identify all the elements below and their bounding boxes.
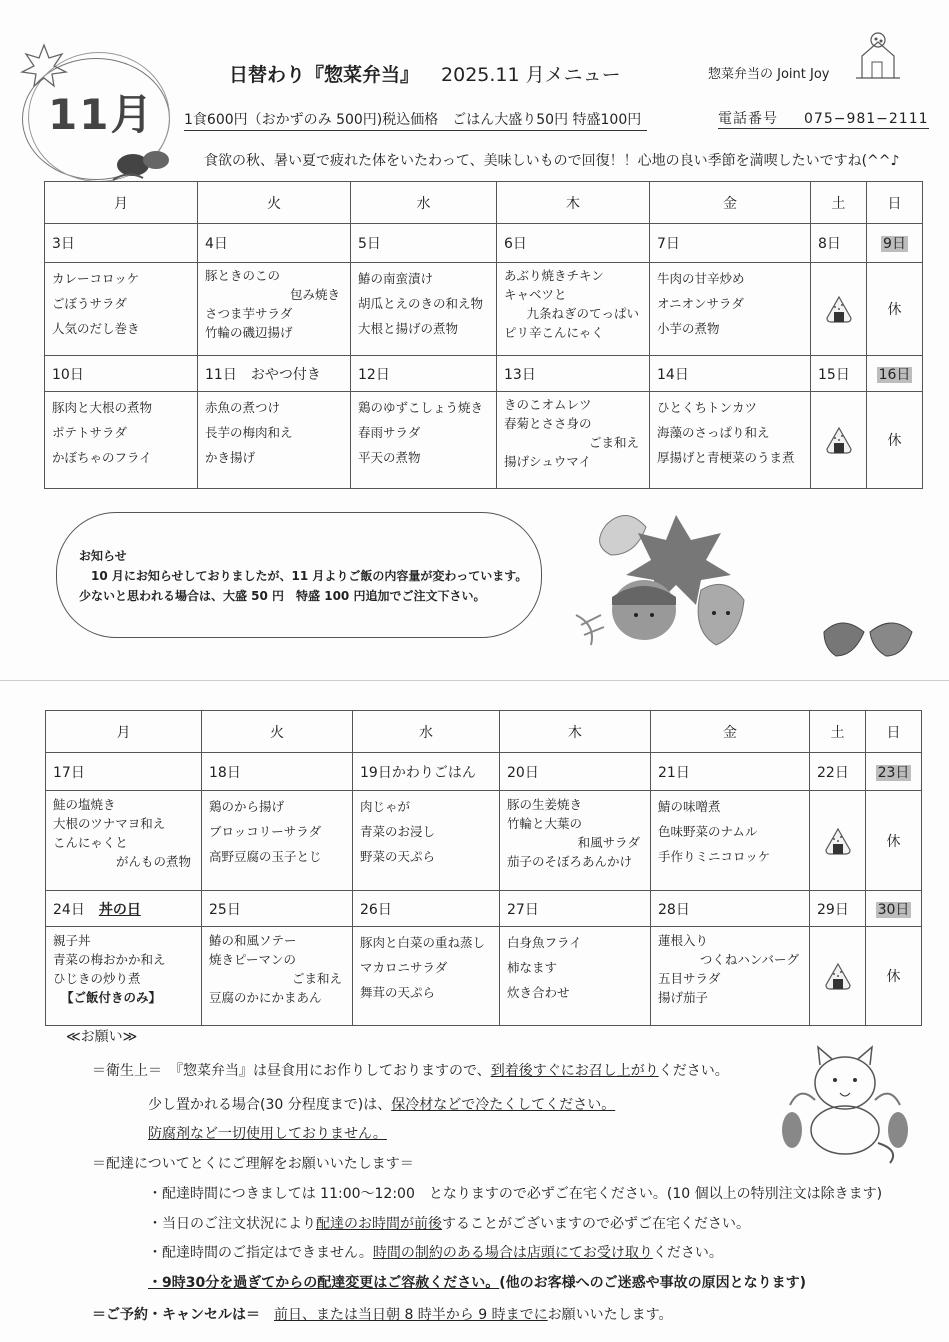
delivery-change-note: ・9時30分を過ぎてからの配達変更はご容赦ください。 [148,1275,500,1291]
weekday-mon: 月 [46,711,202,753]
menu-cell [202,791,353,891]
menu-item: 人気のだし巻き [52,321,140,336]
saturday-cell [811,263,867,356]
menu-item: 海藻のさっぱり和え [657,425,770,440]
weekday-mon: 月 [45,182,198,224]
date-cell: 19日かわりごはん [353,753,500,791]
menu-item: 鶏のゆずこしょう焼き [358,400,484,415]
year-month: 2025.11 月メニュー [441,64,621,86]
date-cell: 4日 [198,224,351,263]
greeting: 食欲の秋、暑い夏で疲れた体をいたわって、美味しいもので回復！！心地の良い季節を満喫したいですね(^^♪ [204,153,900,169]
weekday-wed: 水 [353,711,500,753]
weekday-thu: 木 [500,711,651,753]
menu-item: かき揚げ [205,450,256,465]
date-text: 24日 [53,901,85,918]
delivery-line-1: ・配達時間につきましては 11:00〜12:00 となりますので必ずご在宅ください。(10 個以上の特別注文は除きます) [148,1186,883,1202]
week1-date-row [45,224,923,263]
menu-cell [497,263,650,356]
menu-cell [202,927,353,1026]
menu-item: 竹輪と大葉の [507,816,583,831]
date-cell: 18日 [202,753,353,791]
menu-cell [45,263,198,356]
cancel-time: 前日、または当日朝 8 時半から 9 時までに [274,1307,548,1323]
menu-item: マカロニサラダ [360,960,448,975]
weekday-sun: 日 [866,711,922,753]
menu-cell [46,927,202,1026]
menu-item: 平天の煮物 [358,450,421,465]
menu-item: 揚げ茄子 [658,990,709,1005]
menu-item: 包み焼き [289,287,340,302]
ladybug-house-icon [848,30,908,82]
date-cell-sunday [866,753,922,791]
weekday-fri: 金 [651,711,810,753]
phone-line [718,108,929,129]
cancel-label: ＝ご予約・キャンセルは＝ [92,1307,260,1323]
hygiene-line-3: 防腐剤など一切使用しておりません。 [148,1126,387,1142]
menu-item: オニオンサラダ [657,296,744,311]
autumn-leaves-illustration [566,505,776,655]
weekday-sat: 土 [811,182,867,224]
menu-item: 色味野菜のナムル [658,824,758,839]
menu-item: ごぼうサラダ [52,296,127,311]
menu-item: 春菊とささ身の [504,416,592,431]
date-cell: 14日 [650,356,811,392]
menu-cell [46,791,202,891]
menu-item: ポテトサラダ [52,425,127,440]
saturday-cell [810,791,866,891]
date-cell-sunday [867,356,923,392]
date-cell [46,891,202,927]
menu-item: 白身魚フライ [507,935,582,950]
closed-label: 休 [867,263,923,356]
page-divider [0,680,949,681]
menu-item: 蓮根入り [658,933,709,948]
date-cell: 21日 [651,753,810,791]
closed-label: 休 [866,791,922,891]
menu-item: がんもの煮物 [115,854,191,869]
sunday-date: 16日 [878,366,911,383]
menu-item: 竹輪の磯辺揚げ [205,325,293,340]
cat-illustration [770,1025,920,1165]
menu-item: 鰆の和風ソテー [209,933,297,948]
menu-cell [351,392,497,489]
delivery-text-end: ください。 [652,1245,723,1261]
month-label: 11月 [48,90,155,139]
cancel-line [92,1304,673,1324]
date-cell: 7日 [650,224,811,263]
menu-item: キャベツと [504,287,567,302]
saturday-cell [811,392,867,489]
menu-item: さつま芋サラダ [205,306,293,321]
brand-name: 惣菜弁当の Joint Joy [708,67,830,82]
delivery-line-3 [148,1242,723,1262]
date-cell: 10日 [45,356,198,392]
menu-item: ブロッコリーサラダ [209,824,322,839]
menu-item: 豚肉と大根の煮物 [52,400,153,415]
menu-cell [651,927,810,1026]
notice-box [56,512,542,638]
date-cell: 26日 [353,891,500,927]
menu-table-upper [44,181,923,489]
maple-leaf-icon [14,40,74,90]
menu-cell [651,791,810,891]
menu-item: 赤魚の煮つけ [205,400,281,415]
menu-item: ごま和え [291,971,342,986]
menu-item: あぶり焼きチキン [504,268,604,283]
menu-item: 九条ねぎのてっぱい [526,306,639,321]
delivery-text-end: することがございますので必ずご在宅ください。 [442,1216,750,1232]
date-cell: 13日 [497,356,650,392]
date-cell: 25日 [202,891,353,927]
week3-menu-row [46,791,922,891]
menu-item: 大根と揚げの煮物 [358,321,459,336]
menu-item: 手作りミニコロッケ [658,849,771,864]
hygiene-label: ＝衛生上＝ [92,1063,162,1079]
hygiene-line-1 [92,1060,729,1080]
delivery-time-varies: 配達のお時間が前後 [316,1216,442,1232]
menu-item: 豚ときのこの [205,268,281,283]
menu-item-note: 【ご飯付きのみ】 [61,990,162,1005]
menu-item: 長芋の梅肉和え [205,425,293,440]
week2-date-row [45,356,923,392]
sunday-date: 30日 [877,901,910,918]
date-cell: 11日 おやつ付き [198,356,351,392]
date-cell: 27日 [500,891,651,927]
menu-item: 五目サラダ [658,971,721,986]
hygiene-line-2 [148,1094,615,1114]
notice-line-1: 10 月にお知らせしておりましたが、11 月よりご飯の内容量が変わっています。 [91,569,528,583]
eat-immediately-note: 到着後すぐにお召し上がり [490,1063,659,1079]
menu-item: 高野豆腐の玉子とじ [209,849,322,864]
menu-item: 小芋の煮物 [657,321,720,336]
onigiri-icon [824,425,854,455]
week1-menu-row [45,263,923,356]
menu-item: 焼きピーマンの [209,952,297,967]
week4-date-row [46,891,922,927]
delivery-line-2 [148,1213,750,1233]
menu-item: 肉じゃが [360,799,411,814]
date-cell: 17日 [46,753,202,791]
menu-item: かぼちゃのフライ [52,450,152,465]
chestnut-pair-icon [822,612,914,662]
menu-cell [353,791,500,891]
menu-cell [650,263,811,356]
weekday-header-row [46,711,922,753]
menu-cell [650,392,811,489]
menu-table-lower [45,710,922,1026]
title-text: 日替わり『惣菜弁当』 [229,64,420,86]
menu-item: 牛肉の甘辛炒め [657,271,745,286]
menu-item: 青菜のお浸し [360,824,436,839]
menu-item: ごま和え [588,435,639,450]
date-cell: 29日 [810,891,866,927]
menu-cell [45,392,198,489]
onigiri-icon [823,826,853,856]
delivery-line-4 [148,1272,806,1292]
closed-label: 休 [867,392,923,489]
sunday-date: 23日 [877,764,910,781]
date-cell: 12日 [351,356,497,392]
weekday-sat: 土 [810,711,866,753]
menu-item: 柿なます [507,960,558,975]
menu-cell [500,791,651,891]
menu-item: ピリ辛こんにゃく [504,325,604,340]
hygiene-text: 少し置かれる場合(30 分程度まで)は、 [148,1097,392,1113]
phone-number: 075−981−2111 [804,111,929,127]
menu-cell [198,263,351,356]
menu-item: つくねハンバーグ [699,952,799,967]
closed-label: 休 [866,927,922,1026]
menu-item: 炊き合わせ [507,985,570,1000]
delivery-heading: ＝配達についてとくにご理解をお願いいたします＝ [92,1156,414,1172]
week3-date-row [46,753,922,791]
date-cell: 22日 [810,753,866,791]
weekday-tue: 火 [198,182,351,224]
menu-item: 大根のツナマヨ和え [53,816,166,831]
phone-label: 電話番号 [718,111,778,127]
notice-title: お知らせ [79,549,127,563]
menu-item: 野菜の天ぷら [360,849,436,864]
delivery-text: ・当日のご注文状況により [148,1216,316,1232]
keep-cold-note: 保冷材などで冷たくしてください。 [391,1097,616,1113]
page-title [229,60,621,87]
donburi-day-label: 丼の日 [98,901,141,918]
menu-cell [353,927,500,1026]
menu-item: 豆腐のかにかまあん [209,990,322,1005]
saturday-cell [810,927,866,1026]
date-cell: 5日 [351,224,497,263]
menu-item: 青菜の梅おかか和え [53,952,166,967]
delivery-text: ・配達時間のご指定はできません。 [148,1245,373,1261]
menu-item: 鰆の南蛮漬け [358,271,434,286]
notice-line-2: 少ないと思われる場合は、大盛 50 円 特盛 100 円追加でご注文下さい。 [79,589,486,603]
menu-item: 和風サラダ [577,835,640,850]
date-cell: 28日 [651,891,810,927]
menu-item: 揚げシュウマイ [504,454,592,469]
week2-menu-row [45,392,923,489]
date-cell-sunday [866,891,922,927]
sunday-date: 9日 [883,236,906,252]
menu-item: 豚肉と白菜の重ね蒸し [360,935,486,950]
weekday-sun: 日 [867,182,923,224]
menu-cell [198,392,351,489]
menu-item: 春雨サラダ [358,425,421,440]
date-cell: 20日 [500,753,651,791]
menu-item: カレーコロッケ [52,271,140,286]
hygiene-text-end: ください。 [658,1063,729,1079]
menu-cell [500,927,651,1026]
date-cell: 15日 [811,356,867,392]
menu-item: 鶏のから揚げ [209,799,285,814]
weekday-header-row [45,182,923,224]
date-cell: 6日 [497,224,650,263]
menu-item: 厚揚げと青梗菜のうま煮 [657,450,795,465]
date-cell: 8日 [811,224,867,263]
menu-item: 豚の生姜焼き [507,797,583,812]
delivery-change-reason: (他のお客様へのご迷惑や事故の原因となります) [499,1275,807,1291]
menu-item: 茄子のそぼろあんかけ [507,854,633,869]
weekday-thu: 木 [497,182,650,224]
menu-cell [351,263,497,356]
menu-item: 胡瓜とえのきの和え物 [358,296,484,311]
menu-item: 鯖の味噌煮 [658,799,721,814]
menu-item: こんにゃくと [53,835,128,850]
menu-item: 舞茸の天ぷら [360,985,436,1000]
price-line: 1食600円（おかずのみ 500円)税込価格 ごはん大盛り50円 特盛100円 [184,109,647,131]
weekday-tue: 火 [202,711,353,753]
menu-item: 親子丼 [53,933,91,948]
pickup-note: 時間の制約のある場合は店頭にてお受け取り [372,1245,653,1261]
menu-item: ひじきの炒り煮 [53,971,141,986]
requests-heading: ≪お願い≫ [66,1029,138,1045]
menu-item: きのこオムレツ [504,397,592,412]
menu-item: ひとくちトンカツ [657,400,758,415]
weekday-fri: 金 [650,182,811,224]
menu-cell [497,392,650,489]
date-cell: 3日 [45,224,198,263]
week4-menu-row [46,927,922,1026]
menu-item: 鮭の塩焼き [53,797,116,812]
hygiene-text: 『惣菜弁当』は昼食用にお作りしておりますので、 [176,1063,491,1079]
onigiri-icon [824,294,854,324]
date-cell-sunday [867,224,923,263]
cancel-text-end: お願いいたします。 [547,1307,673,1323]
weekday-wed: 水 [351,182,497,224]
onigiri-icon [823,961,853,991]
